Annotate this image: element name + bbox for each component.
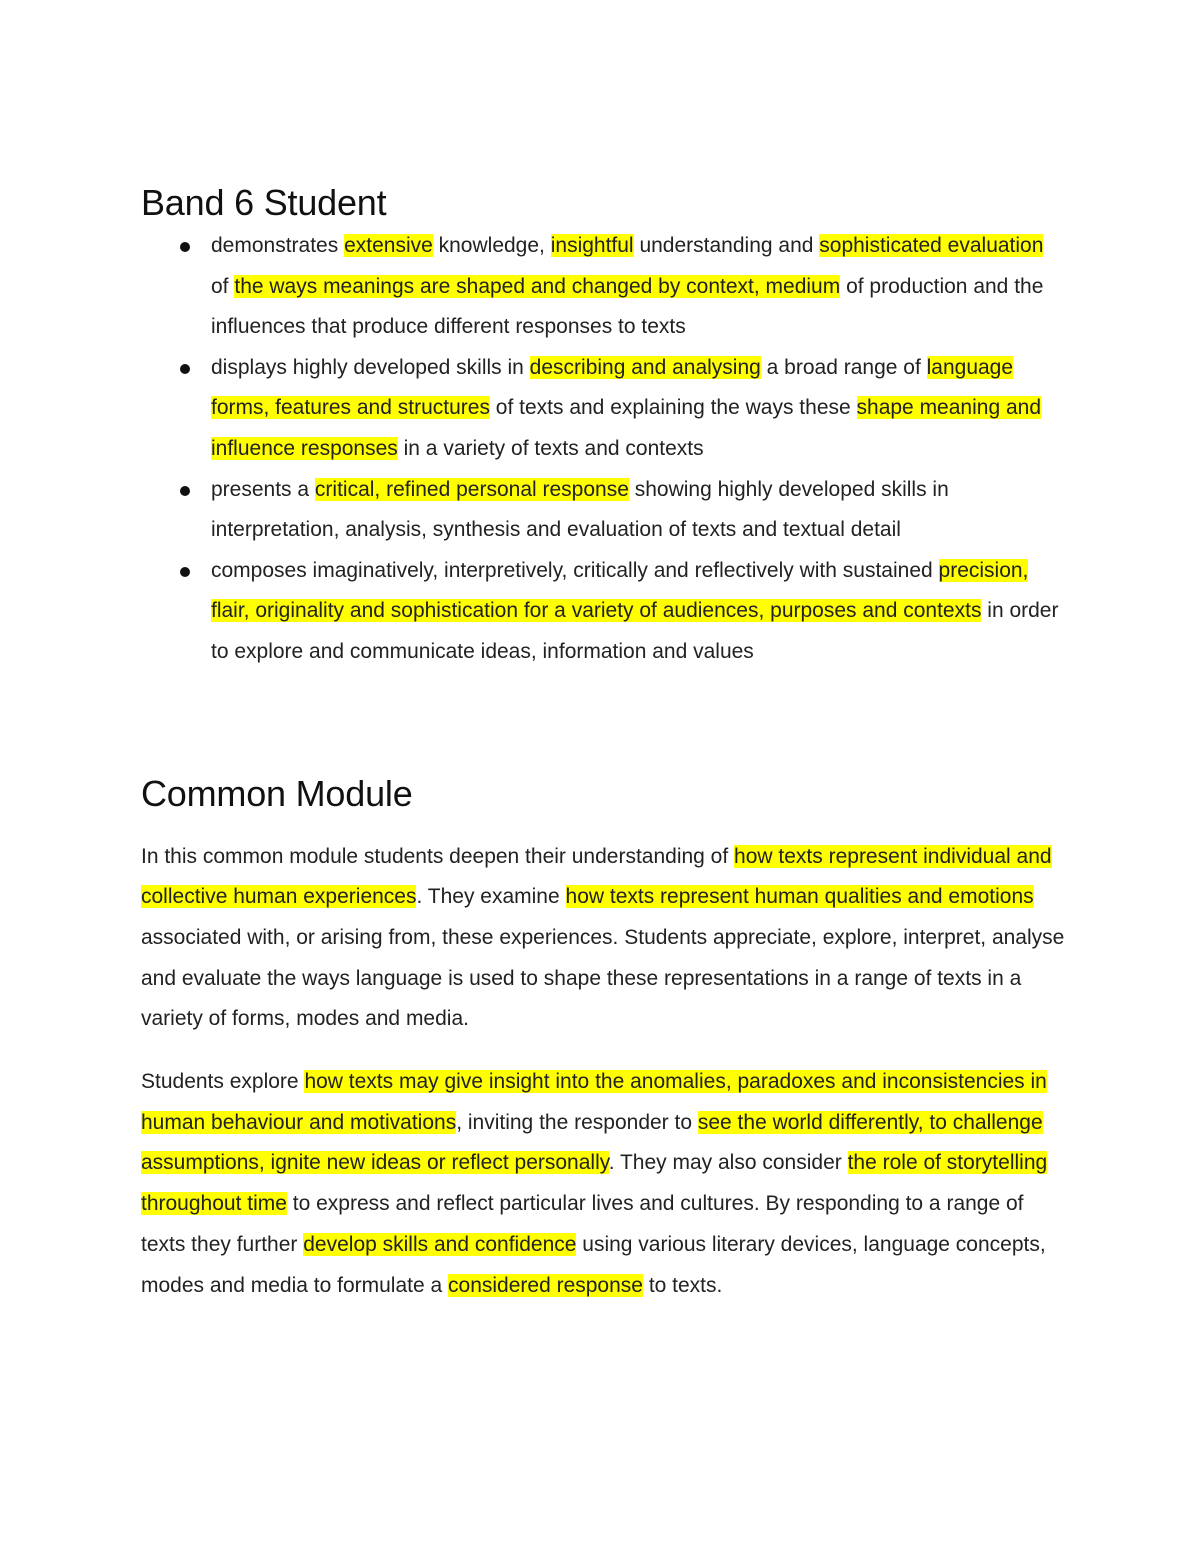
highlight-language-forms: language forms, features and structures <box>211 355 1014 420</box>
highlight-develop-skills: develop skills and confidence <box>303 1232 577 1256</box>
text-run: , inviting the responder to <box>456 1110 698 1134</box>
highlight-insight-anomalies: how texts may give insight into the anomalies, paradoxes and inconsistencies in human behaviour and motivations <box>141 1070 1047 1134</box>
module-paragraph-2 <box>141 1062 1066 1306</box>
highlight-human-experiences: how texts represent individual and collective human experiences <box>141 844 1052 909</box>
document-page <box>141 180 1066 1306</box>
highlight-meanings-shaped: the ways meanings are shaped and changed by context, medium <box>234 274 841 298</box>
text-run: composes imaginatively, interpretively, critically and reflectively with sustained <box>211 558 939 582</box>
highlight-precision-flair: precision, flair, originality and sophistication for a variety of audiences, purposes and contexts <box>211 558 1029 623</box>
criteria-item-skills <box>141 348 1066 470</box>
text-run: displays highly developed skills in <box>211 355 530 379</box>
text-run: to texts. <box>642 1273 723 1297</box>
highlight-storytelling: the role of storytelling throughout time <box>141 1151 1048 1216</box>
text-run: Students explore <box>141 1070 305 1094</box>
text-run: associated with, or arising from, these experiences. Students appreciate, explore, interpret, analyse and evaluate the ways language is used to shape these representations in a range of texts in a variety of forms, modes and media. <box>141 925 1065 1031</box>
text-run: using various literary devices, language concepts, modes and media to formulate a <box>141 1232 1046 1297</box>
highlight-qualities-emotions: how texts represent human qualities and emotions <box>565 885 1034 909</box>
highlight-sophisticated-evaluation: sophisticated evaluation <box>819 234 1044 257</box>
text-run: knowledge, <box>432 234 551 257</box>
text-run: in order to explore and communicate ideas, information and values <box>211 599 1059 663</box>
text-run: In this common module students deepen their understanding of <box>141 844 735 868</box>
text-run: demonstrates <box>211 234 345 257</box>
text-run: of texts and explaining the ways these <box>489 396 857 420</box>
criteria-item-knowledge <box>141 226 1066 348</box>
text-run: understanding and <box>633 234 820 257</box>
highlight-extensive: extensive <box>344 234 433 257</box>
text-run: in a variety of texts and contexts <box>397 436 704 460</box>
text-run: . They examine <box>416 885 566 909</box>
criteria-item-composition <box>141 551 1066 673</box>
text-run: showing highly developed skills in interpretation, analysis, synthesis and evaluation of texts and textual detail <box>211 477 949 542</box>
highlight-considered-response: considered response <box>448 1273 643 1297</box>
module-paragraph-1 <box>141 837 1066 1041</box>
text-run: . They may also consider <box>608 1151 848 1175</box>
band-6-criteria-list <box>141 226 1066 673</box>
criteria-item-response <box>141 470 1066 551</box>
highlight-insightful: insightful <box>550 234 634 257</box>
band-6-heading: Band 6 Student <box>141 182 387 223</box>
text-run: a broad range of <box>760 355 927 379</box>
text-run: of <box>211 274 235 298</box>
text-run: of production and the influences that produce different responses to texts <box>211 274 1044 339</box>
highlight-critical-response: critical, refined personal response <box>314 477 629 501</box>
text-run: presents a <box>211 477 315 501</box>
common-module-heading: Common Module <box>141 772 413 814</box>
text-run: to express and reflect particular lives and cultures. By responding to a range of texts they further <box>141 1192 1024 1256</box>
highlight-describing-analysing: describing and analysing <box>529 355 761 379</box>
highlight-see-world-differently: see the world differently, to challenge assumptions, ignite new ideas or reflect personally <box>141 1110 1043 1175</box>
highlight-shape-meaning: shape meaning and influence responses <box>211 396 1041 460</box>
